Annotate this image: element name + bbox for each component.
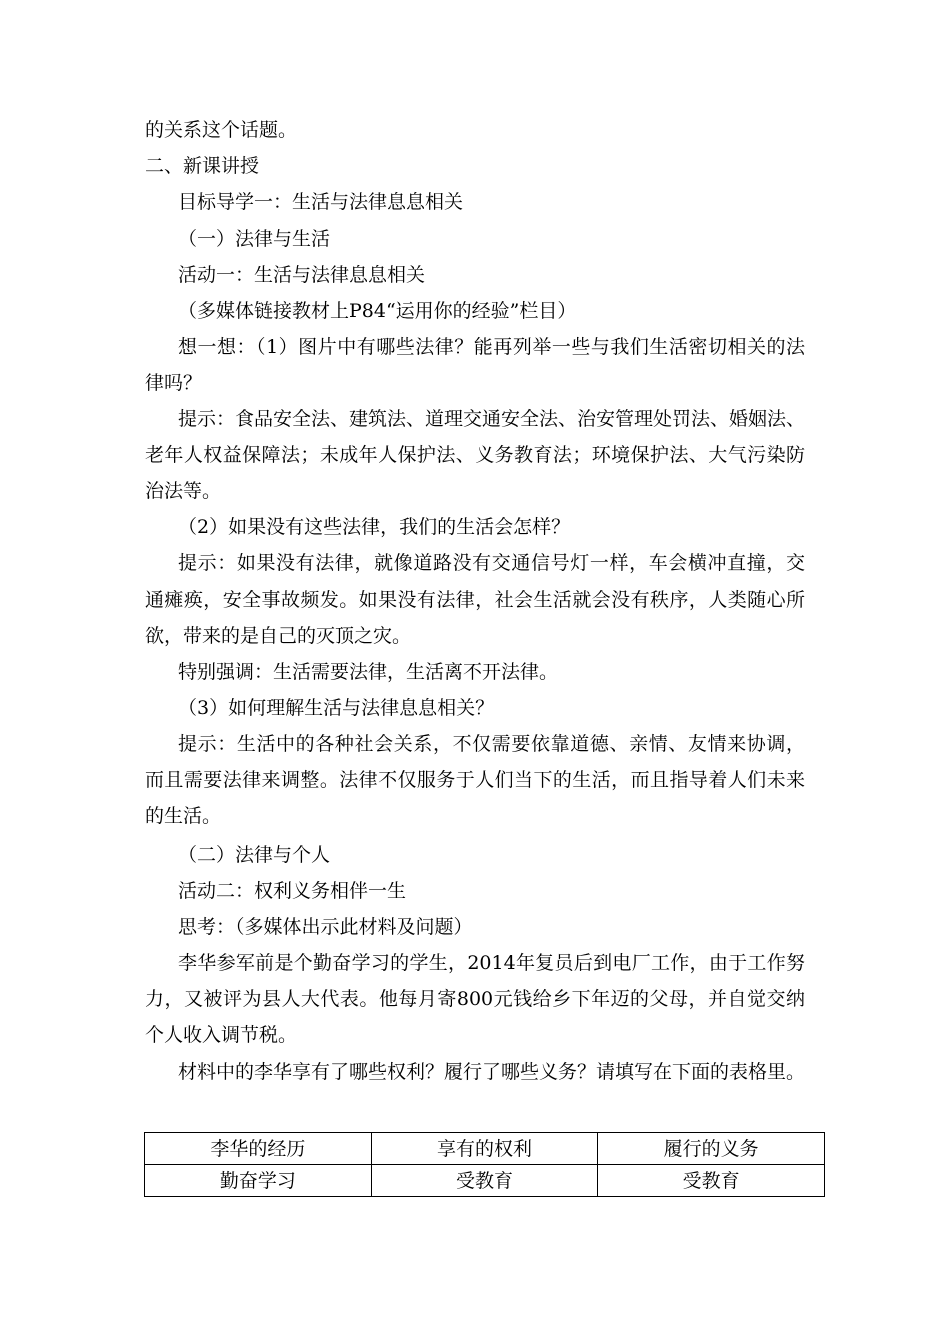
text-line: 而且需要法律来调整。法律不仅服务于人们当下的生活，而且指导着人们未来 [145,769,805,791]
subsection-heading: （一）法律与生活 [178,228,331,250]
table-row [145,1165,825,1197]
section-heading: 二、新课讲授 [145,155,260,177]
text-line: 老年人权益保障法；未成年人保护法、义务教育法；环境保护法、大气污染防 [145,444,805,466]
table-header-cell: 李华的经历 [145,1133,372,1165]
text-line: 材料中的李华享有了哪些权利？履行了哪些义务？请填写在下面的表格里。 [178,1061,806,1083]
text-line: 律吗？ [145,372,203,394]
question-line: （3）如何理解生活与法律息息相关？ [178,697,495,719]
text-line: 想一想：（1）图片中有哪些法律？能再列举一些与我们生活密切相关的法 [178,336,805,358]
text-line: 治法等。 [145,480,222,502]
subsection-heading: 目标导学一：生活与法律息息相关 [178,191,464,213]
text-line: 提示：如果没有法律，就像道路没有交通信号灯一样，车会横冲直撞，交 [178,552,805,574]
text-line: 欲，带来的是自己的灭顶之灾。 [145,625,412,647]
table-cell: 受教育 [598,1165,825,1197]
activity-heading: 活动二：权利义务相伴一生 [178,880,407,902]
table-header-row [145,1133,825,1165]
table-cell: 受教育 [371,1165,598,1197]
activity-heading: 活动一：生活与法律息息相关 [178,264,426,286]
text-line: 力，又被评为县人大代表。他每月寄800元钱给乡下年迈的父母，并自觉交纳 [145,988,805,1010]
table-header-cell: 履行的义务 [598,1133,825,1165]
text-line: 的关系这个话题。 [145,119,298,141]
text-line: （多媒体链接教材上P84“运用你的经验”栏目） [178,300,577,322]
text-line: 提示：食品安全法、建筑法、道理交通安全法、治安管理处罚法、婚姻法、 [178,408,806,430]
text-line: 思考：（多媒体出示此材料及问题） [178,916,473,938]
text-line: 的生活。 [145,805,222,827]
table-header-cell: 享有的权利 [371,1133,598,1165]
question-line: （2）如果没有这些法律，我们的生活会怎样？ [178,516,571,538]
table-cell: 勤奋学习 [145,1165,372,1197]
text-line: 李华参军前是个勤奋学习的学生，2014年复员后到电厂工作，由于工作努 [178,952,805,974]
text-line: 提示：生活中的各种社会关系，不仅需要依靠道德、亲情、友情来协调， [178,733,805,755]
subsection-heading: （二）法律与个人 [178,844,331,866]
text-line: 个人收入调节税。 [145,1024,298,1046]
emphasis-line: 特别强调：生活需要法律，生活离不开法律。 [178,661,559,683]
rights-duties-table [144,1132,825,1197]
text-line: 通瘫痪，安全事故频发。如果没有法律，社会生活就会没有秩序，人类随心所 [145,589,805,611]
